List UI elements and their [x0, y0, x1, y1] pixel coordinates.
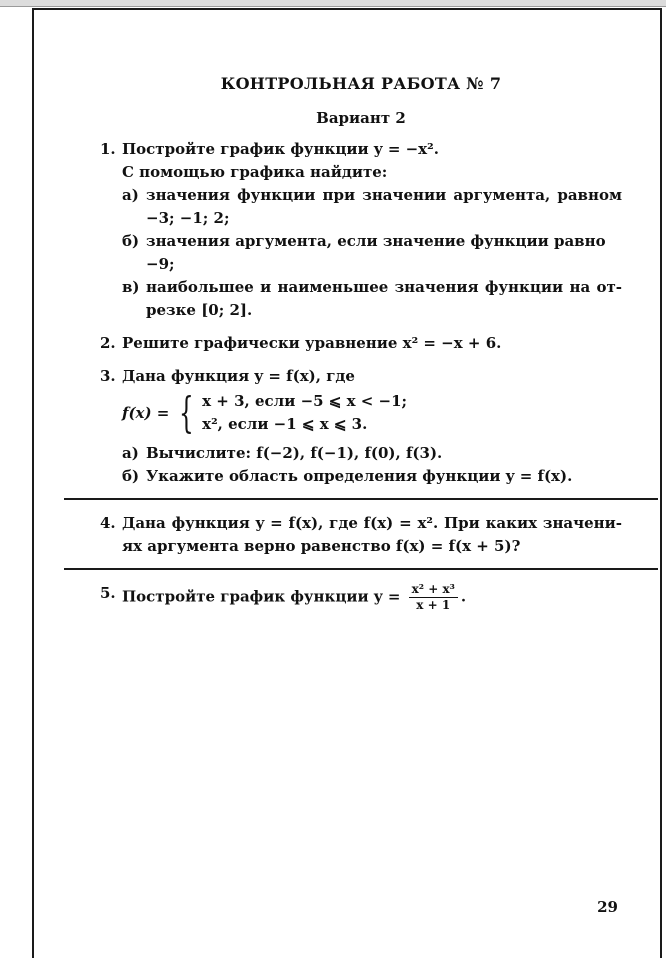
subitem-b-text: Укажите область определения функции y = f(x).	[146, 467, 573, 485]
section-divider-2	[64, 568, 658, 570]
task-4-line-1: Дана функция y = f(x), где f(x) = x². При каких значени-	[122, 514, 622, 532]
task-5-fraction	[409, 582, 458, 613]
subitem-a-line-1: значения функции при значении аргумента, равном	[146, 186, 622, 204]
subitem-a-label: а)	[122, 444, 139, 462]
page-number: 29	[597, 898, 618, 916]
subitem-c-line-1: наибольшее и наименьшее значения функции на от-	[146, 278, 622, 296]
left-brace-symbol: {	[179, 388, 195, 437]
subitem-a-label: а)	[122, 186, 139, 204]
subitem-c-line-2: резке [0; 2].	[146, 301, 253, 319]
piecewise-case-2: x², если −1 ⩽ x ⩽ 3.	[202, 415, 368, 433]
task-3-number: 3.	[100, 367, 116, 385]
task-2	[100, 332, 622, 355]
piecewise-definition	[122, 390, 622, 436]
task-1-subitem-b	[122, 230, 622, 276]
task-2-text: Решите графически уравнение x² = −x + 6.	[122, 334, 502, 352]
task-4	[100, 512, 622, 558]
subitem-a-line-2: −3; −1; 2;	[146, 209, 230, 227]
piecewise-label: f(x) =	[122, 403, 170, 422]
subitem-a-text: Вычислите: f(−2), f(−1), f(0), f(3).	[146, 444, 443, 462]
task-3-subitem-a	[122, 442, 622, 465]
task-3	[100, 365, 622, 488]
section-divider-1	[64, 498, 658, 500]
subitem-b-label: б)	[122, 467, 140, 485]
task-4-line-2: ях аргумента верно равенство f(x) = f(x + 5)?	[122, 537, 521, 555]
task-1-number: 1.	[100, 140, 116, 158]
task-1	[100, 138, 622, 322]
subitem-b-label: б)	[122, 232, 140, 250]
subitem-c-label: в)	[122, 278, 140, 296]
subitem-b-text: значения аргумента, если значение функции равно −9;	[146, 232, 606, 273]
page-content	[100, 72, 622, 623]
task-3-line-1: Дана функция y = f(x), где	[122, 367, 355, 385]
page-title: КОНТРОЛЬНАЯ РАБОТА № 7	[220, 74, 502, 93]
piecewise-case-1: x + 3, если −5 ⩽ x < −1;	[202, 392, 408, 410]
piecewise-cases	[202, 390, 407, 436]
fraction-denominator: x + 1	[416, 598, 451, 612]
task-2-number: 2.	[100, 334, 116, 352]
task-5-text: Постройте график функции y =	[122, 587, 401, 606]
task-1-subitem-c	[122, 276, 622, 322]
browser-top-strip	[0, 0, 666, 7]
task-1-subitem-a	[122, 184, 622, 230]
task-5	[100, 582, 622, 613]
task-4-number: 4.	[100, 514, 116, 532]
task-3-subitem-b	[122, 465, 622, 488]
task-5-number: 5.	[100, 584, 116, 602]
document-page	[32, 8, 662, 958]
task-5-period: .	[460, 587, 467, 606]
variant-heading: Вариант 2	[316, 109, 406, 127]
task-1-line-1: Постройте график функции y = −x².	[122, 140, 439, 158]
task-1-line-2: С помощью графика найдите:	[122, 163, 388, 181]
fraction-numerator: x² + x³	[409, 582, 458, 598]
